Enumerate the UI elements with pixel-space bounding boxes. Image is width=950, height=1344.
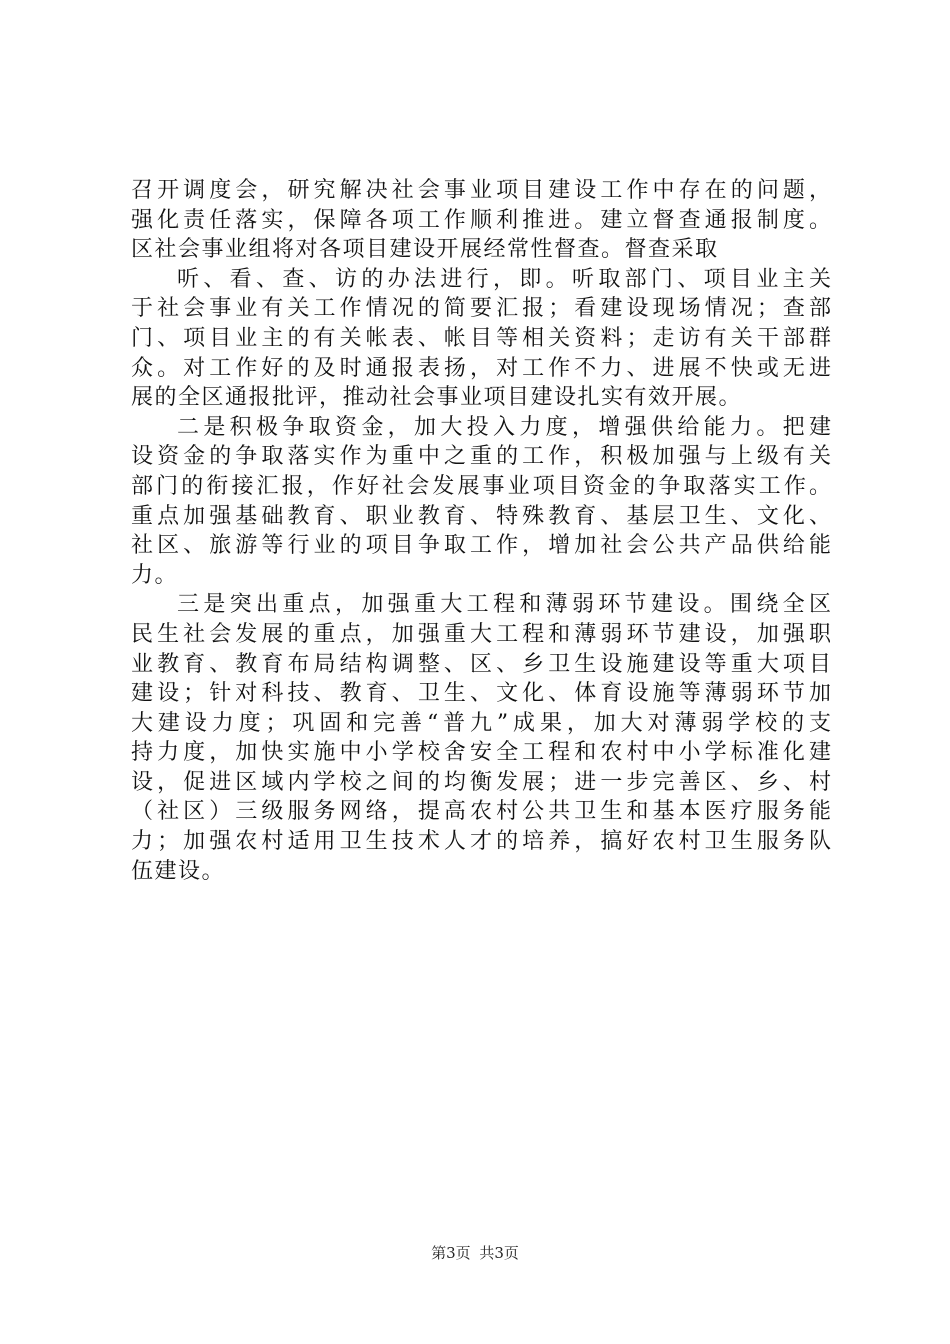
text-line: 社区、旅游等行业的项目争取工作，增加社会公共产品供给能: [131, 533, 831, 559]
text-line: 设，促进区域内学校之间的均衡发展；进一步完善区、乡、村: [131, 769, 831, 795]
text-line: 业教育、教育布局结构调整、区、乡卫生设施建设等重大项目: [131, 651, 831, 677]
text-line: 二是积极争取资金，加大投入力度，增强供给能力。把建: [177, 414, 831, 440]
text-line: 召开调度会，研究解决社会事业项目建设工作中存在的问题，: [131, 178, 831, 203]
text-line: 大建设力度；巩固和完善“普九”成果，加大对薄弱学校的支: [131, 710, 831, 736]
text-line: 重点加强基础教育、职业教育、特殊教育、基层卫生、文化、: [131, 503, 831, 529]
page-total: 共3页: [479, 1244, 519, 1262]
text-line: 听、看、查、访的办法进行，即。听取部门、项目业主关: [177, 266, 831, 292]
text-line: 展的全区通报批评，推动社会事业项目建设扎实有效开展。: [131, 385, 743, 411]
text-line: 部门的衔接汇报，作好社会发展事业项目资金的争取落实工作。: [131, 473, 831, 499]
text-line: 门、项目业主的有关帐表、帐目等相关资料；走访有关干部群: [131, 325, 831, 351]
text-line: 力。: [131, 562, 179, 588]
page-number: 第3页: [431, 1244, 471, 1262]
text-line: 众。对工作好的及时通报表扬，对工作不力、进展不快或无进: [131, 355, 831, 381]
document-body: [131, 176, 831, 886]
text-line: 强化责任落实，保障各项工作顺利推进。建立督查通报制度。: [131, 207, 831, 233]
page-footer: [0, 1243, 950, 1263]
text-line: （社区）三级服务网络，提高农村公共卫生和基本医疗服务能: [131, 799, 831, 825]
text-line: 民生社会发展的重点，加强重大工程和薄弱环节建设，加强职: [131, 621, 831, 647]
text-line: 力；加强农村适用卫生技术人才的培养，搞好农村卫生服务队: [131, 829, 831, 855]
text-line: 伍建设。: [131, 858, 226, 884]
text-line: 区社会事业组将对各项目建设开展经常性督查。督查采取: [131, 237, 719, 263]
text-line: 三是突出重点，加强重大工程和薄弱环节建设。围绕全区: [177, 592, 831, 618]
text-line: 于社会事业有关工作情况的简要汇报；看建设现场情况；查部: [131, 296, 831, 322]
text-line: 持力度，加快实施中小学校舍安全工程和农村中小学标准化建: [131, 740, 831, 766]
text-line: 设资金的争取落实作为重中之重的工作，积极加强与上级有关: [131, 444, 831, 470]
text-line: 建设；针对科技、教育、卫生、文化、体育设施等薄弱环节加: [131, 681, 831, 707]
